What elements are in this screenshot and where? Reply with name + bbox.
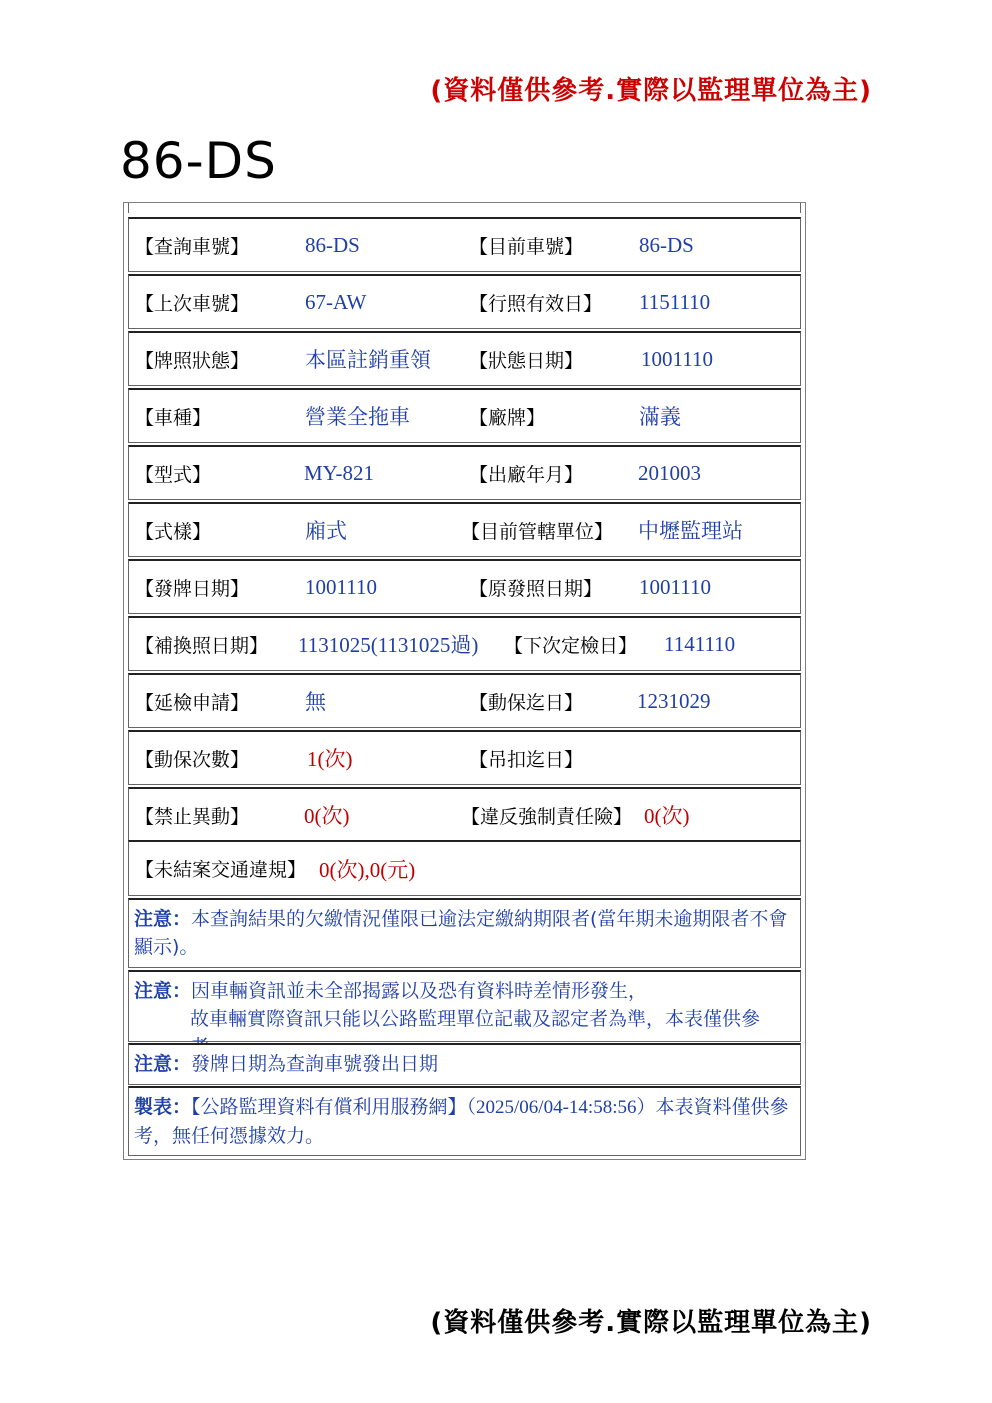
info-row-model	[128, 445, 801, 500]
note-tag: 注意：	[134, 908, 192, 930]
value-reissue-date: 1131025(1131025過)	[298, 633, 479, 657]
card-top-edge	[128, 203, 801, 213]
value-previous-plate: 67-AW	[305, 289, 367, 314]
info-row-issue-date	[128, 559, 801, 614]
label-issue-date: 【發牌日期】	[135, 577, 250, 600]
label-next-inspection: 【下次定檢日】	[504, 634, 638, 657]
value-lien-end-date: 1231029	[637, 688, 711, 713]
label-lien-count: 【動保次數】	[135, 748, 250, 771]
value-lien-count: 1(次)	[307, 747, 353, 771]
value-pending-violations: 0(次),0(元)	[319, 857, 416, 882]
value-jurisdiction: 中壢監理站	[638, 519, 743, 543]
note-text: 發牌日期為查詢車號發出日期	[191, 1053, 439, 1075]
info-row-lien-count	[128, 730, 801, 785]
value-query-plate: 86-DS	[305, 232, 360, 257]
label-original-issue-date: 【原發照日期】	[469, 577, 603, 600]
label-query-plate: 【查詢車號】	[135, 235, 250, 258]
note-tag: 注意：	[134, 980, 192, 1002]
vehicle-info-card	[123, 202, 806, 1160]
value-current-plate: 86-DS	[639, 232, 694, 257]
label-vehicle-type: 【車種】	[135, 406, 212, 429]
label-reissue-date: 【補換照日期】	[135, 634, 269, 657]
value-model: MY-821	[304, 460, 375, 485]
info-row-pending-violations	[128, 840, 801, 896]
value-inspection-extension: 無	[305, 690, 326, 714]
label-jurisdiction: 【目前管轄單位】	[461, 520, 614, 543]
info-row-body-style	[128, 502, 801, 557]
label-inspection-extension: 【延檢申請】	[135, 691, 250, 714]
info-row-reissue-date	[128, 616, 801, 671]
note-text-line1: 因車輛資訊並未全部揭露以及恐有資料時差情形發生，	[191, 980, 648, 1002]
label-plate-status: 【牌照狀態】	[135, 349, 250, 372]
value-brand: 滿義	[639, 405, 681, 429]
label-model: 【型式】	[135, 463, 212, 486]
label-previous-plate: 【上次車號】	[135, 292, 250, 315]
note-data-disclosure	[128, 970, 801, 1042]
value-status-date: 1001110	[641, 346, 713, 371]
label-pending-violations: 【未結案交通違規】	[135, 859, 307, 881]
value-original-issue-date: 1001110	[639, 574, 711, 599]
info-row-plate-status	[128, 331, 801, 386]
value-vehicle-type: 營業全拖車	[305, 405, 410, 429]
value-next-inspection: 1141110	[664, 631, 736, 656]
info-row-previous-plate	[128, 274, 801, 329]
info-row-vehicle-type	[128, 388, 801, 443]
value-manufacture-date: 201003	[638, 460, 701, 485]
label-status-date: 【狀態日期】	[469, 349, 584, 372]
label-body-style: 【式樣】	[135, 520, 212, 543]
label-transfer-ban: 【禁止異動】	[135, 805, 250, 828]
label-lien-end-date: 【動保迄日】	[469, 691, 584, 714]
label-manufacture-date: 【出廠年月】	[469, 463, 584, 486]
note-text: ）本表資料僅供參考，無任何憑據效力。	[134, 1096, 789, 1147]
info-row-query-plate	[128, 217, 801, 272]
label-current-plate: 【目前車號】	[469, 235, 584, 258]
note-text: 本查詢結果的欠繳情況僅限已逾法定繳納期限者(當年期未逾期限者不會顯示)。	[134, 908, 788, 958]
label-suspension-end-date: 【吊扣迄日】	[469, 748, 584, 771]
timestamp: 2025/06/04-14:58:56	[476, 1097, 637, 1118]
label-brand: 【廠牌】	[469, 406, 546, 429]
note-text-line2: 故車輛實際資訊只能以公路監理單位記載及認定者為準，本表僅供參	[190, 1008, 761, 1030]
note-produced-by	[128, 1086, 801, 1156]
value-body-style: 廂式	[305, 519, 347, 543]
value-transfer-ban: 0(次)	[304, 804, 350, 828]
disclaimer-bottom: (資料僅供參考.實際以監理單位為主)	[430, 1308, 872, 1338]
page-title: 86-DS	[120, 132, 277, 190]
label-license-valid: 【行照有效日】	[469, 292, 603, 315]
note-tag: 製表：	[134, 1096, 192, 1118]
note-tag: 注意：	[134, 1053, 192, 1075]
value-plate-status: 本區註銷重領	[305, 348, 431, 372]
value-insurance-violation: 0(次)	[644, 804, 690, 828]
info-row-transfer-ban	[128, 787, 801, 842]
info-row-inspection-extension	[128, 673, 801, 728]
note-issue-date	[128, 1043, 801, 1085]
note-arrears	[128, 898, 801, 968]
disclaimer-top: (資料僅供參考.實際以監理單位為主)	[430, 76, 872, 106]
label-insurance-violation: 【違反強制責任險】	[461, 805, 633, 828]
value-issue-date: 1001110	[305, 574, 377, 599]
service-name: 【公路監理資料有償利用服務網】（	[191, 1096, 477, 1118]
value-license-valid: 1151110	[639, 289, 711, 314]
